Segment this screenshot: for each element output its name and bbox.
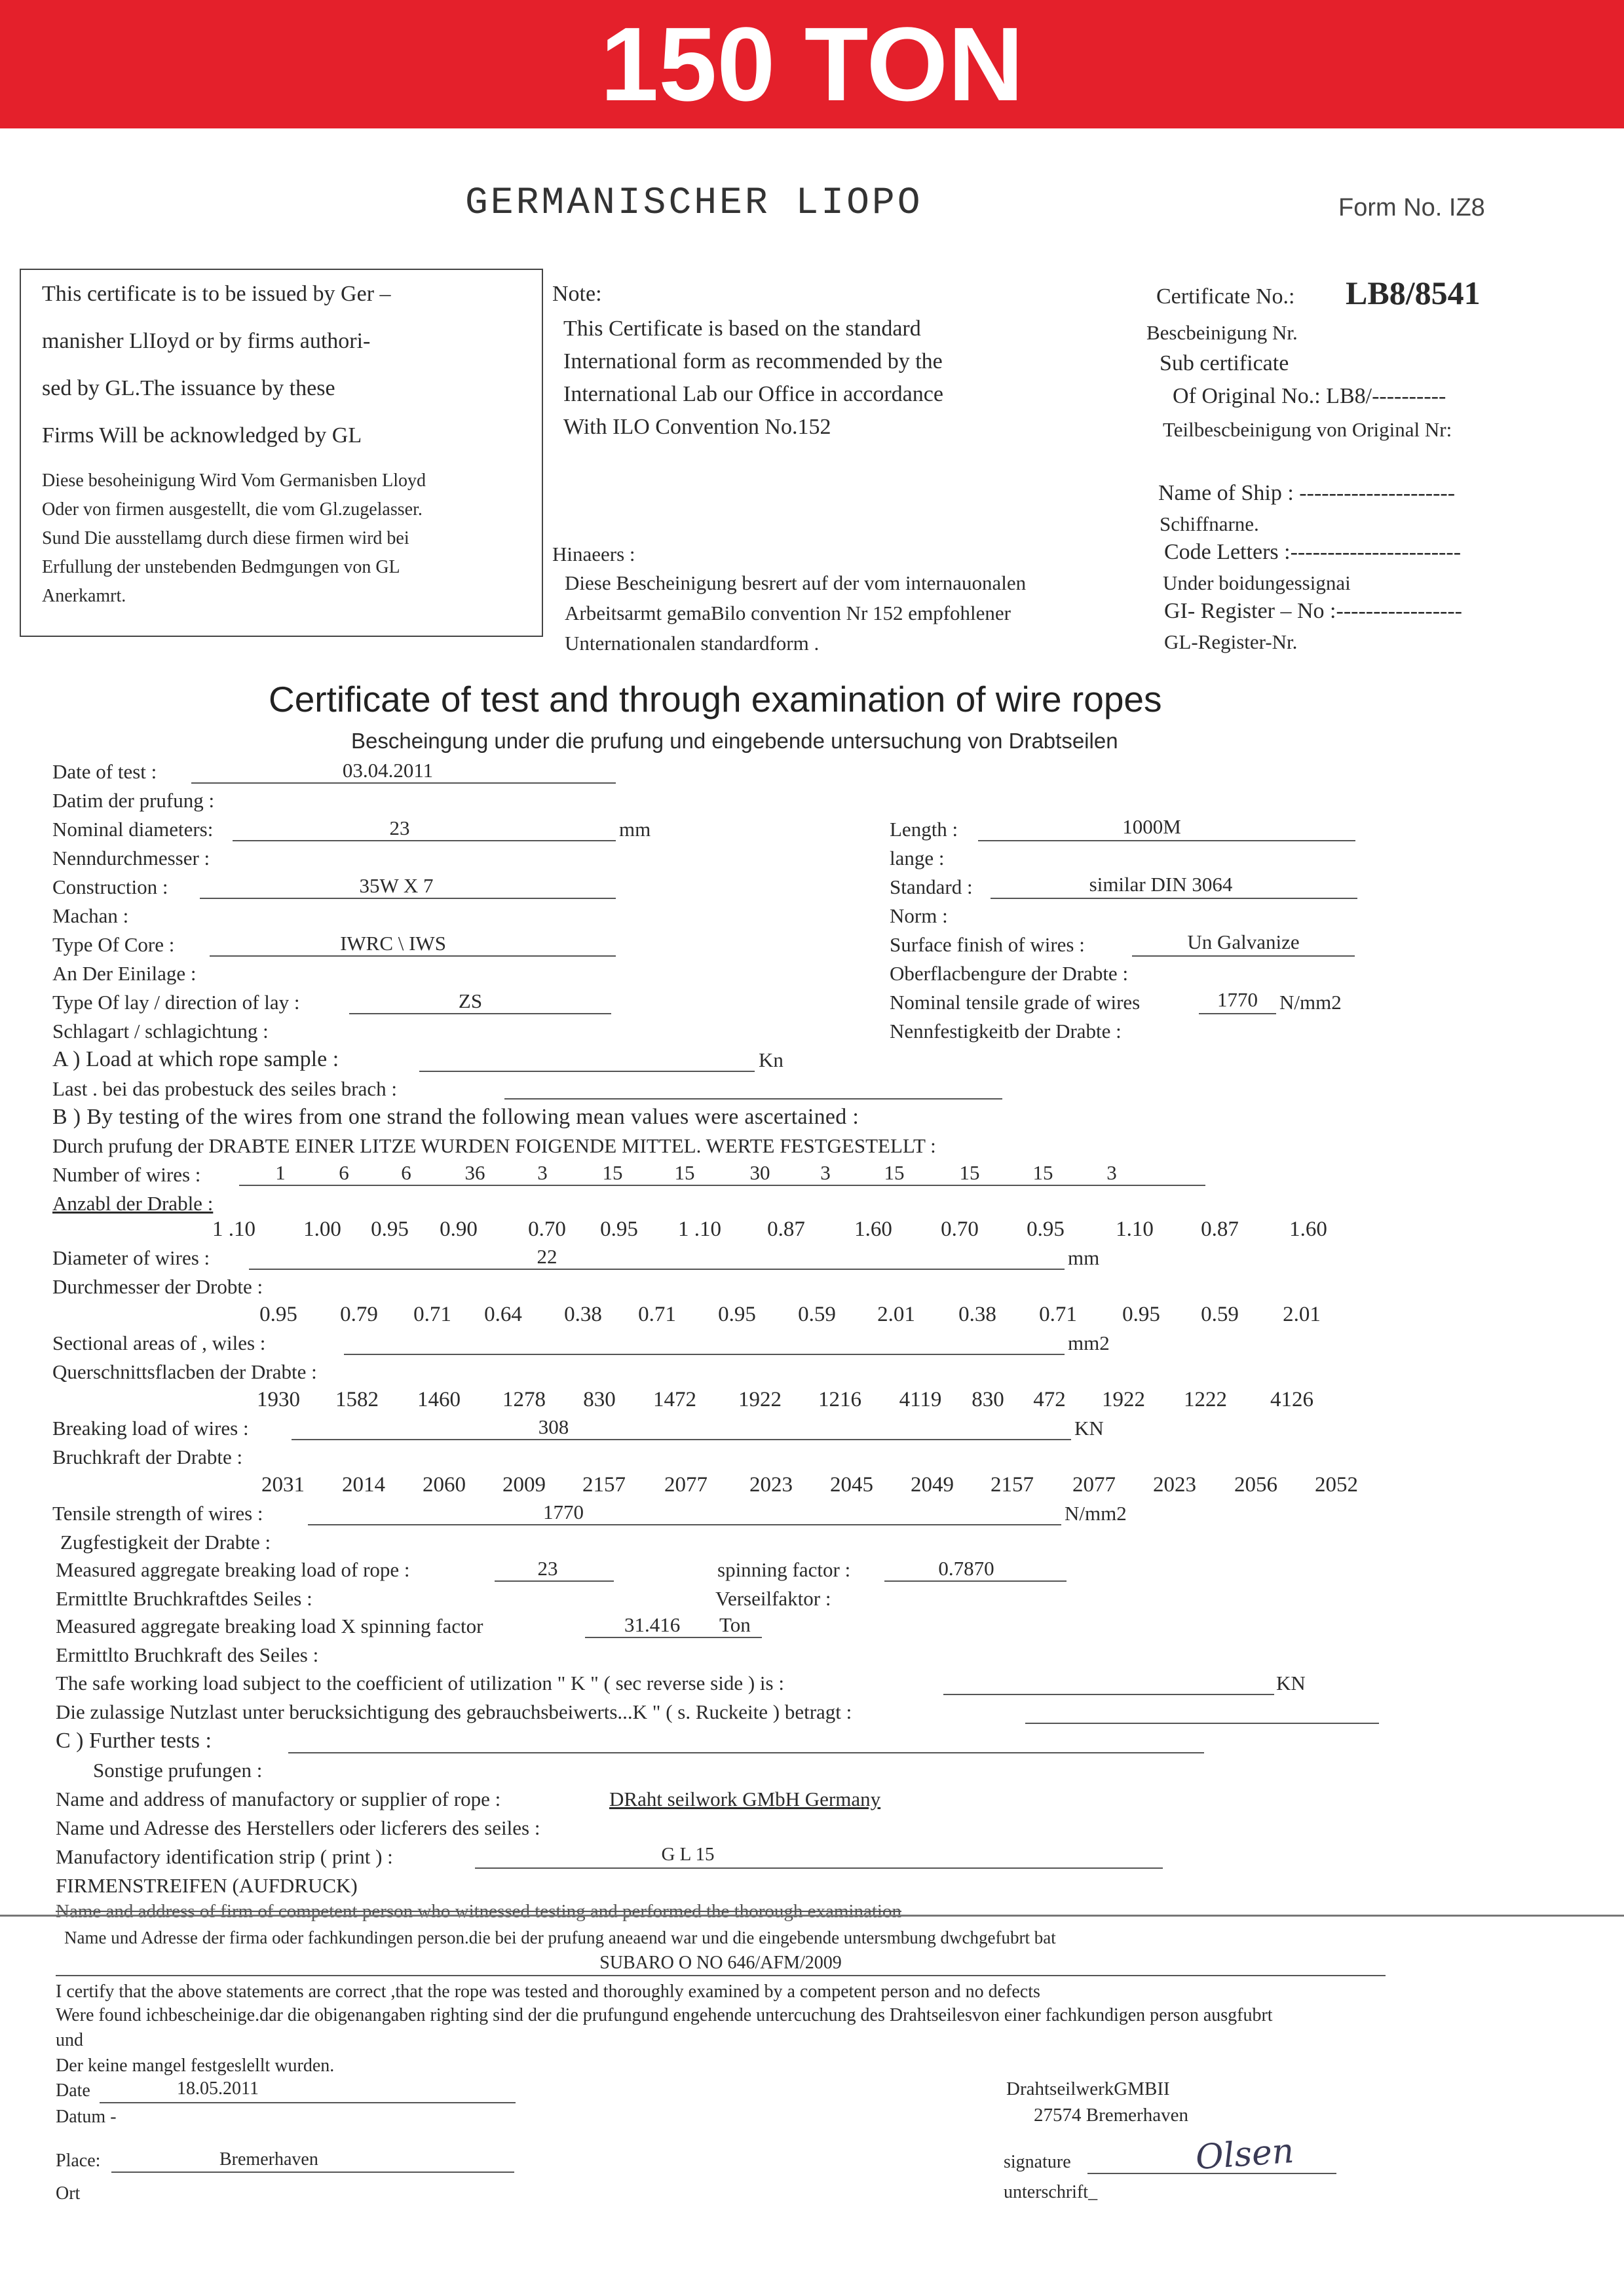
manuf-value: DRaht seilwork GMbH Germany: [609, 1788, 881, 1810]
diameter-value: 0.95: [1027, 1217, 1065, 1241]
break-value: 1472: [653, 1388, 696, 1411]
footer-date-de: Datum -: [56, 2107, 117, 2127]
section-b-label: B ) By testing of the wires from one strand the following mean values were ascertained :: [52, 1105, 859, 1129]
issue-de-line-3: Sund Die ausstellamg durch diese firmen wird bei: [42, 528, 409, 548]
diam-de: Durchmesser der Drobte :: [52, 1275, 263, 1298]
diameter-value: 0.95: [371, 1217, 409, 1241]
issue-de-line-4: Erfullung der unstebenden Bedmgungen von GL: [42, 557, 400, 577]
note-label: Note:: [552, 282, 602, 306]
tensile-value: 2077: [1072, 1473, 1116, 1497]
issue-box: [20, 269, 543, 637]
break-value: 1278: [502, 1388, 546, 1411]
area-value: 2.01: [877, 1303, 915, 1326]
signature-de: unterschrift_: [1004, 2182, 1098, 2202]
note-line-2: International form as recommended by the: [563, 349, 943, 373]
section-c-de: Sonstige prufungen :: [93, 1759, 263, 1782]
diameter-value: 0.87: [767, 1217, 805, 1241]
area-value: 2.01: [1283, 1303, 1321, 1326]
certify-line-2: Were found ichbescheinige.dar die obigenangaben righting sind der die prufungund engehende untercuchung des Drahtseilesvon einer fachkundigen person ausgfubrt: [56, 2005, 1273, 2025]
area-unit: mm2: [1068, 1331, 1110, 1354]
ship-name-de: Schiffnarne.: [1160, 512, 1259, 535]
diameter-value: 1.60: [1289, 1217, 1327, 1241]
num-wires-label: Number of wires :: [52, 1163, 201, 1186]
spin-label: spinning factor :: [717, 1558, 851, 1581]
agg-value: 23: [537, 1557, 558, 1580]
area-value: 0.95: [718, 1303, 756, 1326]
nom-diam-unit: mm: [619, 818, 651, 841]
nom-diam-de: Nenndurchmesser :: [52, 847, 210, 870]
certificate-subtitle: Bescheingung under die prufung und eingebende untersuchung von Drabtseilen: [351, 729, 1118, 753]
num-wires-value: 15: [884, 1161, 905, 1184]
tensile-value: 2060: [423, 1473, 466, 1497]
cert-no-label: Certificate No.:: [1156, 284, 1295, 309]
tensile-value: 2157: [582, 1473, 626, 1497]
date-test-label: Date of test :: [52, 760, 157, 783]
note-de-line-1: Diese Bescheinigung besrert auf der vom internauonalen: [565, 571, 1027, 594]
num-wires-value: 15: [674, 1161, 695, 1184]
surface-de: Oberflacbengure der Drabte :: [890, 962, 1129, 985]
break-value: 1930: [257, 1388, 300, 1411]
num-wires-value: 15: [959, 1161, 980, 1184]
swl-de: Die zulassige Nutzlast unter berucksichtigung des gebrauchsbeiwerts...K " ( s. Ruckeite ) betragt :: [56, 1700, 852, 1723]
register-de: GL-Register-Nr.: [1164, 630, 1298, 653]
diameter-value: 1.60: [854, 1217, 892, 1241]
section-b-de: Durch prufung der DRABTE EINER LITZE WURDEN FOIGENDE MITTEL. WERTE FESTGESTELLT :: [52, 1134, 936, 1157]
area-value: 0.71: [638, 1303, 676, 1326]
break-unit: KN: [1074, 1417, 1104, 1440]
register-label: GI- Register – No :-----------------: [1164, 599, 1462, 623]
diam-unit: mm: [1068, 1246, 1100, 1269]
construction-value: 35W X 7: [359, 874, 434, 897]
firm-value: SUBARO O NO 646/AFM/2009: [599, 1953, 842, 1973]
certify-line-1: I certify that the above statements are correct ,that the rope was tested and thoroughly examined by a competent person and no defects: [56, 1981, 1040, 2002]
num-wires-value: 6: [401, 1161, 411, 1184]
break-value-total: 308: [538, 1415, 569, 1438]
footer-date-value: 18.05.2011: [177, 2078, 259, 2099]
manuf-de: Name und Adresse des Herstellers oder licferers des seiles :: [56, 1816, 540, 1839]
swl-unit: KN: [1276, 1672, 1306, 1694]
tensile-value: 2157: [991, 1473, 1034, 1497]
area-value: 0.38: [958, 1303, 996, 1326]
tensile-value: 2052: [1315, 1473, 1358, 1497]
tensile-grade-value: 1770: [1217, 988, 1258, 1011]
break-value: 830: [583, 1388, 616, 1411]
diameter-value: 0.90: [440, 1217, 478, 1241]
num-wires-value: 1: [275, 1161, 286, 1184]
num-wires-value: 3: [820, 1161, 831, 1184]
diameter-value: 0.95: [600, 1217, 638, 1241]
org-title: GERMANISCHER LIOPO: [465, 182, 923, 225]
lay-label: Type Of lay / direction of lay :: [52, 991, 300, 1014]
date-test-value: 03.04.2011: [342, 759, 434, 782]
aggx-de: Ermittlto Bruchkraft des Seiles :: [56, 1643, 319, 1666]
area-de: Querschnittsflacben der Drabte :: [52, 1360, 317, 1383]
area-value: 0.38: [564, 1303, 602, 1326]
area-value: 0.71: [1039, 1303, 1077, 1326]
form-number: Form No. IZ8: [1338, 194, 1485, 221]
section-c-label: C ) Further tests :: [56, 1729, 212, 1753]
spin-de: Verseilfaktor :: [715, 1587, 831, 1610]
issue-line-3: sed by GL.The issuance by these: [42, 376, 335, 400]
num-wires-de: Anzabl der Drable :: [52, 1192, 214, 1215]
tensile-value: 2023: [749, 1473, 793, 1497]
nom-diam-label: Nominal diameters:: [52, 818, 214, 841]
diam-label: Diameter of wires :: [52, 1246, 210, 1269]
sub-cert-label: Sub certificate: [1160, 351, 1289, 375]
tensile-value: 2045: [830, 1473, 873, 1497]
tensile-grade-de: Nennfestigkeitb der Drabte :: [890, 1020, 1122, 1043]
note-line-4: With ILO Convention No.152: [563, 415, 831, 439]
core-de: An Der Einilage :: [52, 962, 197, 985]
tensile-value: 2049: [911, 1473, 954, 1497]
tensile-value: 2023: [1153, 1473, 1196, 1497]
break-value: 1216: [818, 1388, 861, 1411]
standard-label: Standard :: [890, 875, 973, 898]
tensile-value-total: 1770: [543, 1501, 584, 1523]
area-value: 0.71: [413, 1303, 451, 1326]
cert-no-de: Bescbeinigung Nr.: [1146, 321, 1298, 344]
break-value: 1922: [1102, 1388, 1145, 1411]
tensile-value: 2009: [502, 1473, 546, 1497]
aggx-label: Measured aggregate breaking load X spinning factor: [56, 1615, 483, 1637]
surface-value: Un Galvanize: [1187, 930, 1300, 953]
break-value: 1460: [417, 1388, 461, 1411]
break-value: 472: [1033, 1388, 1066, 1411]
orig-no-label: Of Original No.: LB8/----------: [1173, 384, 1446, 408]
diameter-value: 0.70: [941, 1217, 979, 1241]
issue-line-1: This certificate is to be issued by Ger –: [42, 282, 391, 306]
tensile-de: Zugfestigkeit der Drabte :: [60, 1531, 271, 1554]
num-wires-value: 30: [749, 1161, 770, 1184]
issue-de-line-5: Anerkamrt.: [42, 586, 126, 606]
footer-date-label: Date: [56, 2080, 90, 2101]
strip-de: FIRMENSTREIFEN (AUFDRUCK): [56, 1874, 358, 1897]
length-label: Length :: [890, 818, 958, 841]
area-value: 0.64: [484, 1303, 522, 1326]
issue-line-4: Firms Will be acknowledged by GL: [42, 423, 362, 448]
issue-line-2: manisher LlIoyd or by firms authori-: [42, 329, 371, 353]
note-de-line-3: Unternationalen standardform .: [565, 632, 820, 655]
tensile-label: Tensile strength of wires :: [52, 1502, 263, 1525]
area-value: 0.79: [340, 1303, 378, 1326]
cert-no-value: LB8/8541: [1346, 275, 1481, 311]
lay-value: ZS: [458, 989, 483, 1012]
nom-diam-value: 23: [389, 816, 410, 839]
tensile-value: 2077: [664, 1473, 708, 1497]
issue-de-line-1: Diese besoheinigung Wird Vom Germanisben Lloyd: [42, 470, 426, 491]
diameter-value: 0.87: [1201, 1217, 1239, 1241]
agg-label: Measured aggregate breaking load of rope :: [56, 1558, 410, 1581]
num-wires-value: 15: [1032, 1161, 1053, 1184]
firm-label: Name and address of firm of competent person who witnessed testing and performed the thorough examination: [56, 1901, 901, 1922]
orig-no-de: Teilbescbeinigung von Original Nr:: [1163, 418, 1452, 441]
code-letters-label: Code Letters :-----------------------: [1164, 540, 1462, 564]
spin-value: 0.7870: [938, 1557, 994, 1580]
footer-place-label: Place:: [56, 2151, 101, 2171]
diameter-value: 0.70: [528, 1217, 566, 1241]
strip-value: G L 15: [661, 1844, 715, 1865]
code-letters-de: Under boidungessignai: [1163, 571, 1351, 594]
core-label: Type Of Core :: [52, 933, 175, 956]
banner-title: 150 TON: [600, 5, 1024, 123]
swl-label: The safe working load subject to the coefficient of utilization " K " ( sec reverse side ) is :: [56, 1672, 784, 1694]
firm-de: Name und Adresse der firma oder fachkundingen person.die bei der prufung aneaend war und die eingebende untersmbung dwchgefubrt bat: [64, 1928, 1056, 1947]
signature-image: Olsen: [1194, 2131, 1296, 2178]
break-value: 1222: [1184, 1388, 1227, 1411]
date-test-de: Datim der prufung :: [52, 789, 215, 812]
surface-label: Surface finish of wires :: [890, 933, 1085, 956]
break-value: 1582: [335, 1388, 379, 1411]
diameter-value: 1.00: [303, 1217, 341, 1241]
strip-label: Manufactory identification strip ( print ) :: [56, 1845, 393, 1868]
tensile-unit: N/mm2: [1065, 1502, 1127, 1525]
num-wires-value: 3: [1106, 1161, 1117, 1184]
construction-label: Construction :: [52, 875, 168, 898]
section-a-de: Last . bei das probestuck des seiles brach :: [52, 1077, 397, 1100]
break-de: Bruchkraft der Drabte :: [52, 1445, 243, 1468]
company-address: 27574 Bremerhaven: [1034, 2105, 1188, 2126]
area-value: 0.95: [1122, 1303, 1160, 1326]
diameter-value: 1 .10: [678, 1217, 721, 1241]
agg-de: Ermittlte Bruchkraftdes Seiles :: [56, 1587, 312, 1610]
break-label: Breaking load of wires :: [52, 1417, 249, 1440]
num-wires-value: 15: [602, 1161, 623, 1184]
tensile-value: 2056: [1234, 1473, 1277, 1497]
tensile-grade-label: Nominal tensile grade of wires: [890, 991, 1141, 1014]
length-de: lange :: [890, 847, 945, 870]
tensile-value: 2014: [342, 1473, 385, 1497]
break-value: 830: [972, 1388, 1004, 1411]
note-line-1: This Certificate is based on the standard: [563, 316, 921, 341]
certify-line-4: Der keine mangel festgeslellt wurden.: [56, 2056, 335, 2076]
area-value: 0.59: [798, 1303, 836, 1326]
aggx-value: 31.416: [624, 1613, 681, 1636]
ship-name-label: Name of Ship : ---------------------: [1158, 481, 1456, 505]
note-line-3: International Lab our Office in accordance: [563, 382, 943, 406]
standard-value: similar DIN 3064: [1089, 873, 1233, 896]
num-wires-value: 6: [339, 1161, 349, 1184]
lay-de: Schlagart / schlagichtung :: [52, 1020, 269, 1043]
length-value: 1000M: [1122, 815, 1181, 838]
break-value: 4126: [1270, 1388, 1313, 1411]
company-name: DrahtseilwerkGMBII: [1006, 2078, 1170, 2099]
area-value: 0.95: [259, 1303, 297, 1326]
issue-de-line-2: Oder von firmen ausgestellt, die vom Gl.zugelasser.: [42, 499, 423, 520]
num-wires-value: 3: [537, 1161, 548, 1184]
diam-value: 22: [537, 1245, 557, 1268]
break-value: 1922: [738, 1388, 782, 1411]
tensile-value: 2031: [261, 1473, 305, 1497]
section-a-label: A ) Load at which rope sample :: [52, 1047, 339, 1071]
diameter-value: 1 .10: [212, 1217, 255, 1241]
area-label: Sectional areas of , wiles :: [52, 1331, 266, 1354]
break-value: 4119: [899, 1388, 942, 1411]
manuf-label: Name and address of manufactory or supplier of rope :: [56, 1788, 501, 1810]
construction-de: Machan :: [52, 904, 129, 927]
footer-place-de: Ort: [56, 2183, 81, 2204]
diameter-value: 1.10: [1116, 1217, 1154, 1241]
tensile-grade-unit: N/mm2: [1279, 991, 1342, 1014]
aggx-unit: Ton: [719, 1613, 751, 1636]
footer-place-value: Bremerhaven: [219, 2149, 318, 2170]
core-value: IWRC \ IWS: [340, 932, 446, 955]
standard-de: Norm :: [890, 904, 948, 927]
certify-line-3: und: [56, 2030, 83, 2050]
area-value: 0.59: [1201, 1303, 1239, 1326]
num-wires-value: 36: [464, 1161, 485, 1184]
certificate-title: Certificate of test and through examination of wire ropes: [269, 679, 1162, 719]
section-a-unit: Kn: [759, 1048, 784, 1071]
note-de-label: Hinaeers :: [552, 543, 635, 565]
note-de-line-2: Arbeitsarmt gemaBilo convention Nr 152 empfohlener: [565, 602, 1011, 624]
signature-label: signature: [1004, 2152, 1071, 2172]
